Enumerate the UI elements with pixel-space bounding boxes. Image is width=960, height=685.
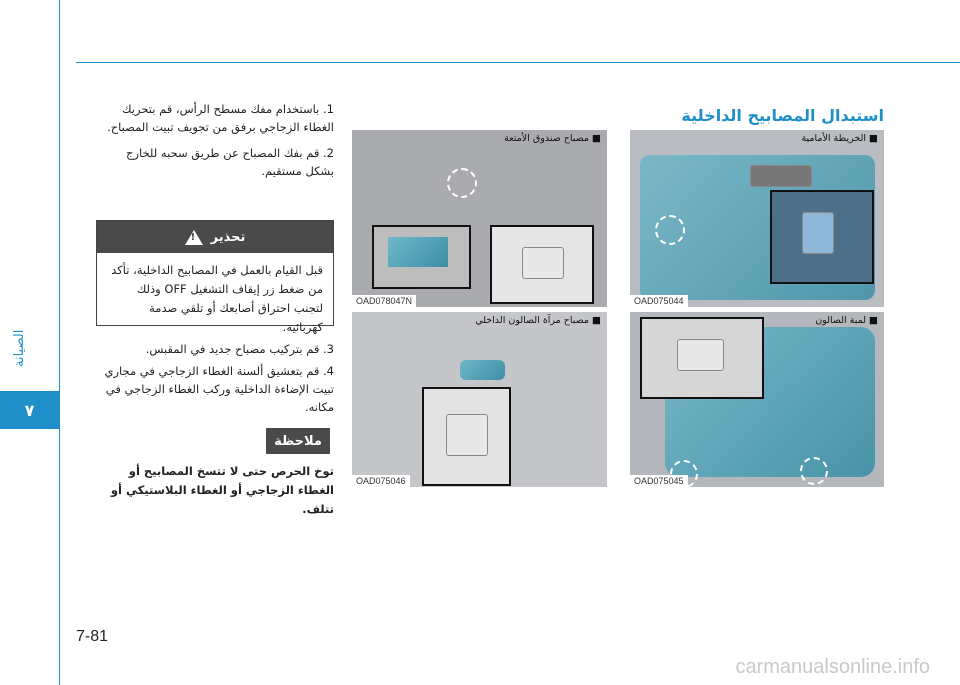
pry-point-marker: [800, 457, 828, 485]
warning-body: قبل القيام بالعمل في المصابيح الداخلية، تأكد من ضغط زر إيقاف التشغيل OFF وذلك لتجنب احتراق أصابعك أو تلقي صدمة كهربائية.: [111, 263, 323, 334]
trunk-lamp-inset: [372, 225, 471, 289]
warning-header: [97, 221, 333, 253]
photo-caption: ■ مصباح صندوق الأمتعة: [504, 133, 601, 144]
photo-trunk-lamp: [352, 130, 607, 307]
note-body: توخ الحرص حتى لا تتسخ المصابيح أو الغطاء الزجاجي أو الغطاء البلاستيكي أو تتلف.: [110, 464, 334, 516]
photo-front-map-lamp: [630, 130, 884, 307]
photo-vanity-lamp: [352, 312, 607, 487]
bulb-icon: [802, 212, 834, 254]
step-4: 4. قم بتعشيق ألسنة الغطاء الزجاجي في مجاري تبيت الإضاءة الداخلية وركب الغطاء الزجاجي في مكانه.: [104, 364, 334, 414]
lamp-lens: [460, 360, 505, 380]
bulb-inset: [422, 387, 511, 486]
warning-icon: !: [185, 230, 203, 245]
photo-caption: ■ الخريطة الأمامية: [801, 133, 878, 144]
photo-caption: ■ مصباح مرآة الصالون الداخلي: [475, 315, 601, 326]
photo-code: OAD075045: [630, 475, 688, 487]
bulb-inset: [770, 190, 874, 284]
watermark: carmanualsonline.info: [735, 656, 930, 678]
step-1: 1. باستخدام مفك مسطح الرأس، قم بتحريك الغطاء الزجاجي برفق من تجويف تبيت المصباح.: [107, 102, 334, 134]
photo-code: OAD075046: [352, 475, 410, 487]
bulb-icon: [677, 339, 724, 371]
bulb-icon: [446, 414, 488, 456]
pry-point-marker: [655, 215, 685, 245]
side-section-label: الصيانة: [12, 329, 27, 367]
section-title: استبدال المصابيح الداخلية: [681, 106, 884, 125]
step-2: 2. قم بفك المصباح عن طريق سحبه للخارج بشكل مستقيم.: [126, 146, 334, 178]
bulb-inset: [640, 317, 764, 399]
warning-box: [96, 220, 334, 334]
top-rule: [76, 62, 960, 63]
side-rule: [59, 0, 60, 685]
photo-room-lamp: [630, 312, 884, 487]
photo-code: OAD075044: [630, 295, 688, 307]
bulb-icon: [522, 247, 564, 279]
steps-top: [96, 100, 334, 188]
bulb-inset: [490, 225, 594, 304]
lamp-lens: [388, 237, 448, 267]
photo-caption: ■ لمبة الصالون: [815, 315, 878, 326]
switch-panel: [750, 165, 812, 187]
warning-title: تحذير: [210, 229, 246, 245]
page-number: 7-81: [76, 628, 109, 645]
photo-code: OAD078047N: [352, 295, 416, 307]
chapter-tab: ٧: [0, 391, 59, 429]
pry-point-marker: [447, 168, 477, 198]
steps-bottom: [96, 340, 334, 420]
note-header: ملاحظة: [266, 428, 330, 454]
step-3: 3. قم بتركيب مصباح جديد في المقبس.: [145, 342, 334, 356]
